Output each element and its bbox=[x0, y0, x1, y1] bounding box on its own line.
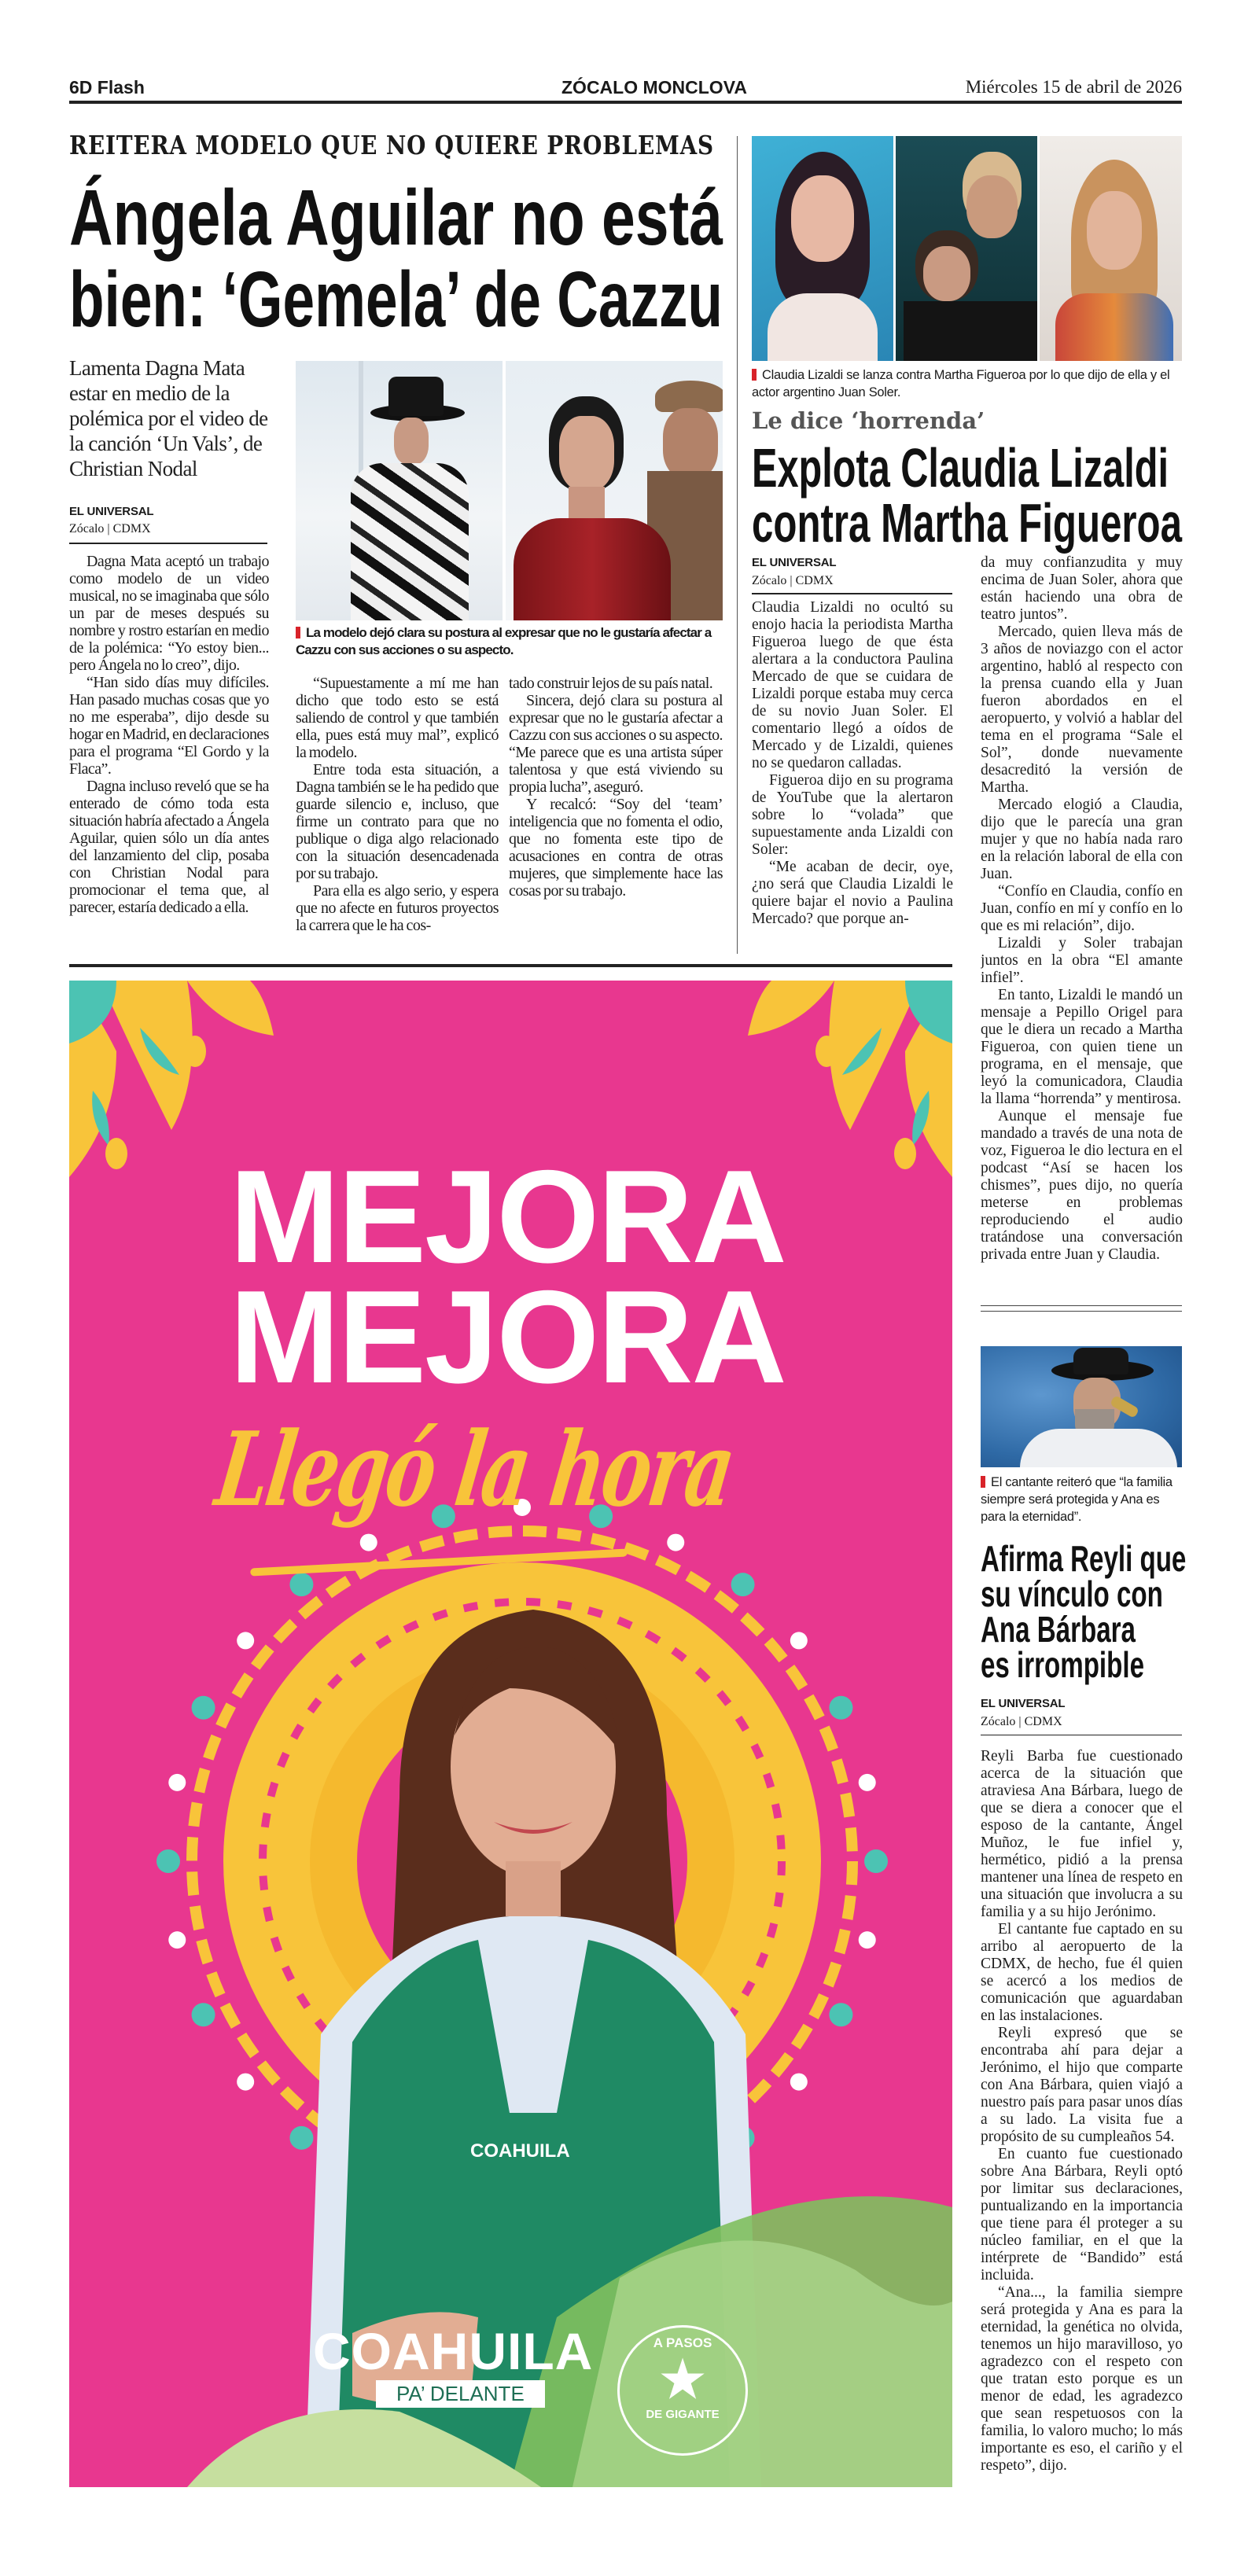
paragraph: Dagna incluso reveló que se ha enterado de cómo toda esta situación habría afectado a Ángela Aguilar, quien sólo un día antes del lanzamiento del clip, posaba con Christian Nodal para promocionar el tema que, al parecer, estaría dedicado a ella. bbox=[69, 778, 269, 916]
paragraph: Lizaldi y Soler trabajan juntos en la obra “El amante infiel”. bbox=[981, 935, 1183, 986]
mandala-dot bbox=[192, 1696, 215, 1720]
main-column-3 bbox=[509, 675, 723, 939]
paragraph: “Me acaban de decir, oye, ¿no será que Claudia Lizaldi le quiere bajar el novio a Paulina Mercado? que porque an- bbox=[752, 859, 953, 927]
mandala-dot bbox=[360, 1534, 377, 1551]
main-photo-caption bbox=[296, 624, 724, 659]
section-rule bbox=[981, 1311, 1182, 1312]
main-byline-agency: EL UNIVERSAL bbox=[69, 505, 154, 518]
paragraph: Dagna Mata aceptó un trabajo como modelo de un video musical, no se imaginaba que sólo un par de meses después su nombre y rostro estarían en medio de la polémica: “Yo estoy bien... pero Ángela no lo creo”, dijo. bbox=[69, 553, 269, 674]
advertisement-coahuila bbox=[69, 981, 952, 2487]
photo-dagna-mata bbox=[506, 361, 723, 620]
paragraph: Aunque el mensaje fue mandado a través de una nota de voz, Figueroa le dio lectura en el podcast “Así se hacen los chismes”, pues dijo, no quería meterse en problemas reproduciendo el audio tratándose una conversación privada entre Juan y Claudia. bbox=[981, 1108, 1183, 1263]
lizaldi-photo-caption bbox=[752, 366, 1184, 401]
byline-rule bbox=[69, 543, 267, 544]
lizaldi-headline-line: Explota Claudia Lizaldi bbox=[752, 437, 1169, 499]
main-kicker-text: REITERA MODELO QUE NO QUIERE PROBLEMAS bbox=[69, 130, 714, 160]
reyli-headline bbox=[981, 1538, 1187, 1685]
paragraph: Claudia Lizaldi no ocultó su enojo hacia la periodista Martha Figueroa luego de que ésta alertara a la conductora Paulina Mercado de que se cuidara de Lizaldi porque estaba muy cerca de su novio Juan Soler. El comentario llegó a oídos de Mercado y de Lizaldi, quienes no se quedaron calladas. bbox=[752, 599, 953, 771]
main-column-2 bbox=[296, 675, 499, 939]
reyli-headline-line: es irrompible bbox=[981, 1644, 1144, 1685]
paragraph: Y recalcó: “Soy del ‘team’ inteligencia que no fomenta el odio, que no fomenta este tipo de acusaciones en contra de otras mujeres, que simplemente hace las cosas por su trabajo. bbox=[509, 796, 723, 900]
paragraph: tado construir lejos de su país natal. bbox=[509, 675, 713, 692]
newspaper-name: ZÓCALO MONCLOVA bbox=[561, 77, 747, 98]
mandala-dot bbox=[667, 1534, 684, 1551]
mandala-dot bbox=[192, 2003, 215, 2026]
mandala-dot bbox=[237, 2074, 254, 2091]
badge-bottom-text: DE GIGANTE bbox=[646, 2408, 720, 2421]
star-icon: ★ bbox=[660, 2351, 705, 2408]
mandala-dot bbox=[168, 1931, 186, 1949]
caption-marker-icon bbox=[752, 369, 757, 381]
photo-martha-figueroa bbox=[1040, 136, 1182, 361]
mandala-dot bbox=[829, 1696, 852, 1720]
mandala-dot bbox=[859, 1931, 876, 1949]
mandala-dot bbox=[156, 1849, 180, 1873]
caption-text: El cantante reiteró que “la familia siempre será protegida y Ana es para la eternidad”. bbox=[981, 1475, 1173, 1524]
caption-text: Claudia Lizaldi se lanza contra Martha Figueroa por lo que dijo de ella y el actor argentino Juan Soler. bbox=[752, 368, 1170, 399]
photo-claudia-lizaldi bbox=[752, 136, 893, 361]
page-section-label: 6D Flash bbox=[69, 77, 145, 98]
mandala-dot bbox=[790, 2074, 808, 2091]
lizaldi-kicker: Le dice ‘horrenda’ bbox=[752, 407, 985, 434]
paragraph: Reyli Barba fue cuestionado acerca de la situación que atraviesa Ana Bárbara, luego de que se diera a conocer que el esposo de la cantante, Ángel Muñoz, le fue infiel y, hermético, pidió a la prensa mantener una línea de respeto en una situación que involucra a su familia y a su hijo Jerónimo. bbox=[981, 1748, 1183, 1920]
coahuila-logo-text: COAHUILA bbox=[313, 2322, 594, 2380]
paragraph: En tanto, Lizaldi le mandó un mensaje a Pepillo Origel para que le diera un recado a Martha Figueroa, con quien tiene un programa, en el mensaje, que leyó la comunicadora, Claudia la llama “horrenda” y mentirosa. bbox=[981, 987, 1183, 1107]
paragraph: “Ana..., la familia siempre será protegida y Ana es para la eternidad, la genética no olvida, tenemos un hijo maravilloso, yo agradezco con el respeto con que tratan esto porque es un menor de edad, les agradezco que sean respetuosos con la familia, lo valoro mucho; lo más importante es eso, el cariño y el respeto”, dijo. bbox=[981, 2284, 1183, 2474]
ad-tagline: Llegó la hora bbox=[209, 1409, 741, 1529]
main-kicker bbox=[69, 130, 714, 164]
mandala-dot bbox=[829, 2003, 852, 2026]
main-headline bbox=[69, 174, 723, 344]
paragraph: Entre toda esta situación, a Dagna también se le ha pedido que guarde silencio e, incluso, que firme un contrato para que no publique o diga algo relacionado con la situación desencadenada por su trabajo. bbox=[296, 761, 499, 882]
section-rule bbox=[69, 964, 952, 967]
caption-text: La modelo dejó clara su postura al expresar que no le gustaría afectar a Cazzu con sus acciones o su aspecto. bbox=[296, 625, 712, 657]
photo-juan-soler-paulina bbox=[896, 136, 1037, 361]
lizaldi-column-2 bbox=[981, 554, 1183, 1278]
mandala-dot bbox=[790, 1632, 808, 1649]
main-deck: Lamenta Dagna Mata estar en medio de la polémica por el video de la canción ‘Un Vals’, de Christian Nodal bbox=[69, 356, 268, 480]
main-headline-line: Ángela Aguilar no está bbox=[69, 174, 723, 262]
coahuila-logo-subtitle: PA’ DELANTE bbox=[376, 2380, 545, 2408]
paragraph: Reyli expresó que se encontraba ahí para dejar a Jerónimo, el hijo que comparte con Ana Bárbara, quien viajó a nuestro país para pasar unos días a su lado. La visita fue a propósito de su cumpleaños 54. bbox=[981, 2025, 1183, 2145]
ad-headline-1: MEJORA bbox=[230, 1143, 786, 1290]
mandala-dot bbox=[859, 1774, 876, 1791]
badge-top-text: A PASOS bbox=[653, 2335, 712, 2350]
paragraph: Figueroa dijo en su programa de YouTube que la alertaron sobre lo “volada” que supuestamente anda Lizaldi con Soler: bbox=[752, 772, 953, 858]
section-rule bbox=[981, 1305, 1182, 1306]
mandala-dot bbox=[237, 1632, 254, 1649]
caption-marker-icon bbox=[296, 627, 300, 638]
column-divider bbox=[737, 136, 738, 954]
main-byline-location: Zócalo | CDMX bbox=[69, 522, 151, 535]
lizaldi-byline-location: Zócalo | CDMX bbox=[752, 574, 834, 587]
mandala-dot bbox=[168, 1774, 186, 1791]
mandala-dot bbox=[289, 2126, 313, 2150]
paragraph: “Confío en Claudia, confío en Juan, confío en mí y confío en lo que es mi relación”, dijo. bbox=[981, 883, 1183, 934]
mandala-dot bbox=[731, 1573, 755, 1596]
paragraph: Mercado, quien lleva más de 3 años de noviazgo con el actor argentino, habló al respecto con la prensa cuando ella y Juan fueron abordados en el aeropuerto, y volvió a hablar del tema en el programa “Sale el Sol”, donde nuevamente desacreditó la versión de Martha. bbox=[981, 624, 1183, 796]
issue-date: Miércoles 15 de abril de 2026 bbox=[965, 77, 1182, 97]
vest-logo: COAHUILA bbox=[470, 2140, 570, 2162]
caption-marker-icon bbox=[981, 1476, 985, 1488]
coahuila-logo bbox=[313, 2322, 594, 2408]
reyli-headline-line: su vínculo con bbox=[981, 1573, 1163, 1614]
mandala-dot bbox=[289, 1573, 313, 1596]
photo-reyli bbox=[981, 1346, 1182, 1467]
lizaldi-column-1 bbox=[752, 599, 953, 937]
reyli-column bbox=[981, 1748, 1183, 2534]
paragraph: Para ella es algo serio, y espera que no afecte en futuros proyectos la carrera que le ha cos- bbox=[296, 882, 499, 934]
ad-headline-2: MEJORA bbox=[230, 1263, 786, 1411]
paragraph: Sincera, dejó clara su postura al expresar que no le gustaría afectar a Cazzu con sus acciones o su aspecto. “Me parece que es una artista súper talentosa y que está viviendo su propia lucha”, aseguró. bbox=[509, 692, 723, 796]
lizaldi-headline bbox=[752, 437, 1182, 554]
reyli-headline-line: Ana Bárbara bbox=[981, 1609, 1136, 1650]
main-column-1 bbox=[69, 553, 269, 938]
paragraph: “Han sido días muy difíciles. Han pasado muchas cosas que yo no me esperaba”, dijo desde su hogar en Madrid, en declaraciones para el programa “El Gordo y la Flaca”. bbox=[69, 674, 269, 778]
a-pasos-de-gigante-badge bbox=[617, 2325, 748, 2456]
lizaldi-headline-line: contra Martha Figueroa bbox=[752, 492, 1182, 554]
reyli-headline-line: Afirma Reyli que bbox=[981, 1538, 1187, 1579]
reyli-byline-agency: EL UNIVERSAL bbox=[981, 1697, 1066, 1710]
paragraph: El cantante fue captado en su arribo al aeropuerto de la CDMX, de hecho, fue él quien se acercó a los medios de comunicación que aguardaban en las instalaciones. bbox=[981, 1921, 1183, 2024]
reyli-byline-location: Zócalo | CDMX bbox=[981, 1715, 1062, 1728]
paragraph: da muy confianzudita y muy encima de Juan Soler, ahora que están haciendo una obra de teatro juntos”. bbox=[981, 554, 1183, 623]
lizaldi-byline-agency: EL UNIVERSAL bbox=[752, 556, 837, 569]
paragraph: “Supuestamente a mí me han dicho que todo esto se está saliendo de control y que también ella, pues está muy mal”, explicó la modelo. bbox=[296, 675, 499, 761]
photo-christian-nodal bbox=[296, 361, 503, 620]
paragraph: En cuanto fue cuestionado sobre Ana Bárbara, Reyli optó por limitar sus declaraciones, puntualizando en la importancia que tiene para él proteger a su núcleo familiar, en el que la intérprete de “Bandido” está incluida. bbox=[981, 2146, 1183, 2283]
header-rule bbox=[69, 101, 1182, 104]
main-headline-line: bien: ‘Gemela’ de Cazzu bbox=[69, 256, 723, 344]
mandala-dot bbox=[864, 1849, 888, 1873]
paragraph: Mercado elogió a Claudia, dijo que le parecía una gran mujer y que no había nada raro en la relación laboral de ella con Juan. bbox=[981, 797, 1183, 882]
byline-rule bbox=[752, 593, 952, 594]
reyli-photo-caption bbox=[981, 1474, 1182, 1525]
